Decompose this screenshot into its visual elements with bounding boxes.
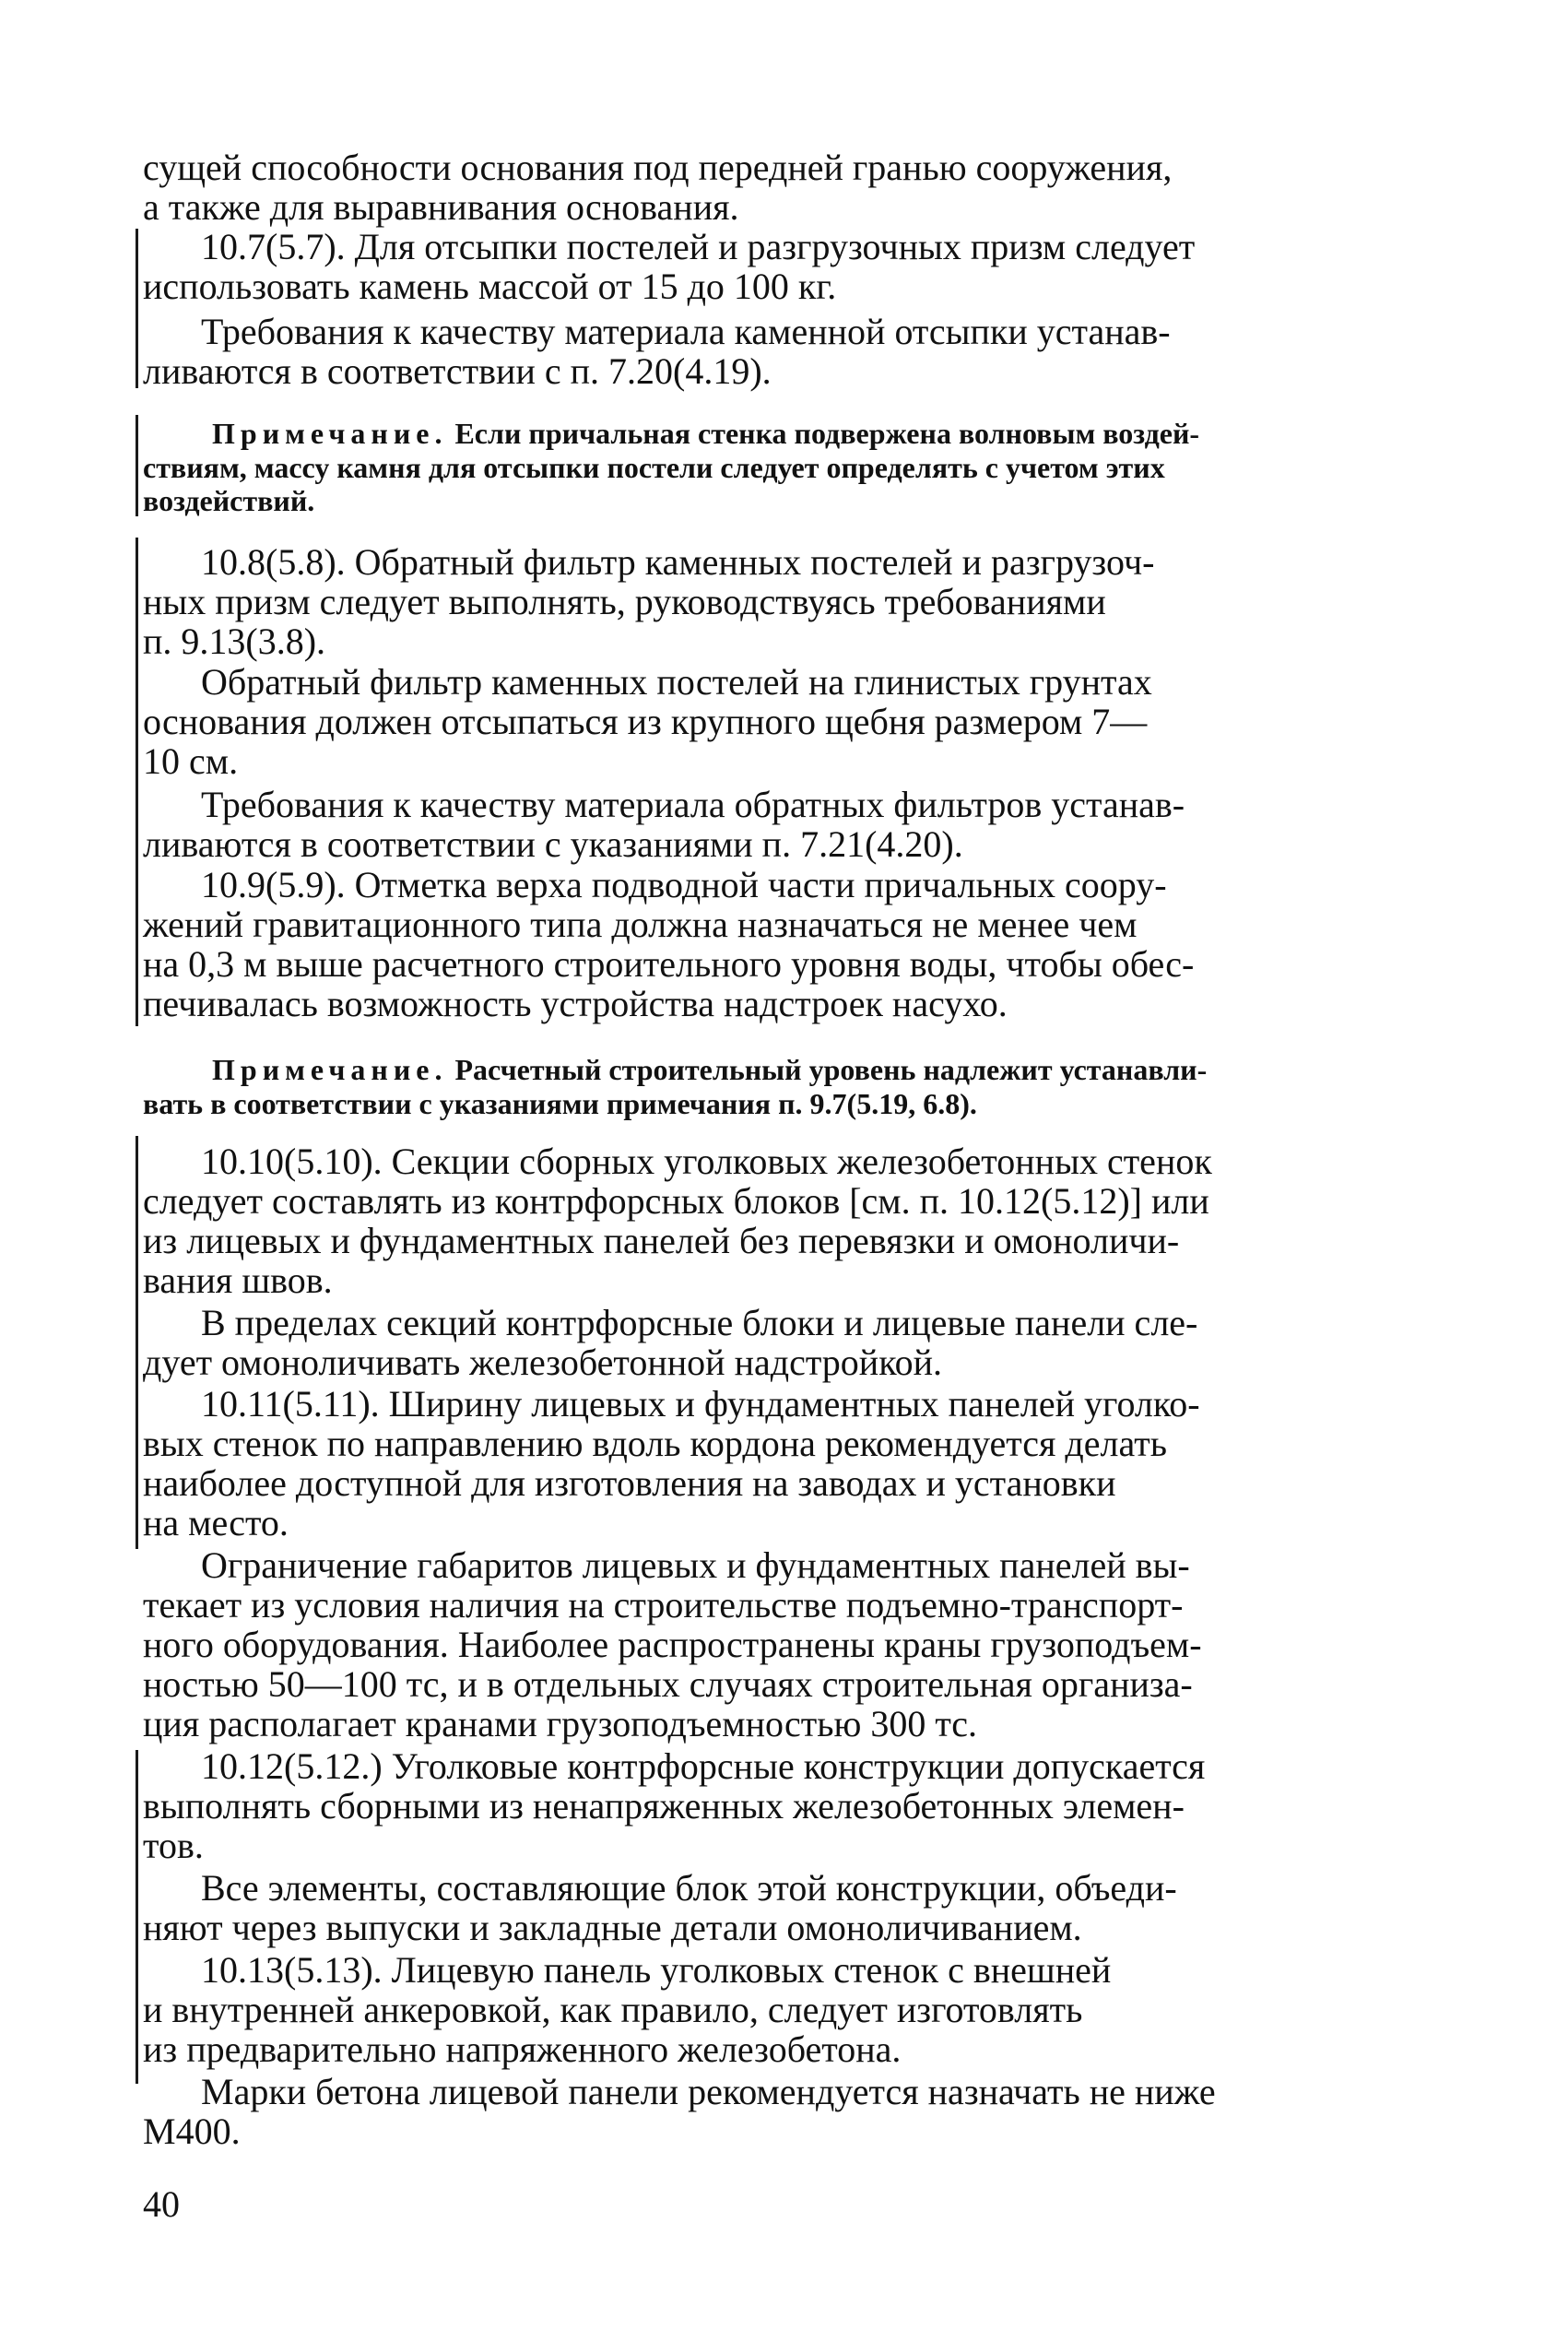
note-line: воздействий. xyxy=(143,484,315,517)
text-line: М400. xyxy=(143,2110,241,2152)
text-line: 10.12(5.12.) Уголковые контрфорсные конструкции допускается xyxy=(201,1745,1206,1787)
text-line: 10.10(5.10). Секции сборных уголковых железобетонных стенок xyxy=(201,1141,1212,1182)
note-line: ствиям, массу камня для отсыпки постели следует определять с учетом этих xyxy=(143,451,1165,484)
change-bar xyxy=(136,229,138,388)
text-line: наиболее доступной для изготовления на заводах и установки xyxy=(143,1462,1116,1504)
text-line: 10.8(5.8). Обратный фильтр каменных постелей и разгрузоч- xyxy=(201,541,1155,583)
text-line: вания швов. xyxy=(143,1259,333,1301)
text-line: использовать камень массой от 15 до 100 кг. xyxy=(143,266,837,307)
text-line: тов. xyxy=(143,1825,204,1866)
text-line: ливаются в соответствии с п. 7.20(4.19). xyxy=(143,350,772,392)
note-label: Примечание. xyxy=(212,1053,448,1086)
change-bar xyxy=(136,538,138,1026)
text-line: 10.7(5.7). Для отсыпки постелей и разгрузочных призм следует xyxy=(201,226,1196,267)
text-line: няют через выпуски и закладные детали омоноличиванием. xyxy=(143,1907,1082,1948)
text-line: Требования к качеству материала обратных фильтров устанав- xyxy=(201,784,1185,825)
text-line: ливаются в соответствии с указаниями п. 7.21(4.20). xyxy=(143,823,963,865)
text-line: 10.9(5.9). Отметка верха подводной части причальных соору- xyxy=(201,864,1167,905)
note-text: Если причальная стенка подвержена волновым воздей- xyxy=(454,417,1200,450)
text-line: Обратный фильтр каменных постелей на глинистых грунтах xyxy=(201,661,1152,703)
text-line: из лицевых и фундаментных панелей без перевязки и омоноличи- xyxy=(143,1220,1180,1261)
text-line: из предварительно напряженного железобетона. xyxy=(143,2028,902,2070)
text-line: В пределах секций контрфорсные блоки и лицевые панели сле- xyxy=(201,1302,1198,1343)
text-line: ция располагает кранами грузоподъемностью 300 тс. xyxy=(143,1703,978,1744)
text-line: Ограничение габаритов лицевых и фундаментных панелей вы- xyxy=(201,1544,1190,1586)
text-line: ностью 50—100 тс, и в отдельных случаях строительная организа- xyxy=(143,1663,1193,1705)
change-bar xyxy=(136,1136,138,1549)
text-line: Марки бетона лицевой панели рекомендуется назначать не ниже xyxy=(201,2071,1216,2112)
text-line: п. 9.13(3.8). xyxy=(143,621,326,662)
text-line: ного оборудования. Наиболее распространены краны грузоподъем- xyxy=(143,1624,1202,1665)
change-bar xyxy=(136,1964,138,2084)
text-line: 10 см. xyxy=(143,740,239,782)
text-line: следует составлять из контрфорсных блоков [см. п. 10.12(5.12)] или xyxy=(143,1180,1209,1222)
note-line xyxy=(212,419,1199,448)
text-line: сущей способности основания под передней гранью сооружения, xyxy=(143,147,1173,188)
text-line: Требования к качеству материала каменной отсыпки устанав- xyxy=(201,311,1171,352)
text-line: основания должен отсыпаться из крупного щебня размером 7— xyxy=(143,701,1148,742)
text-line: печивалась возможность устройства надстроек насухо. xyxy=(143,983,1008,1024)
page-number: 40 xyxy=(143,2183,180,2225)
text-line: 10.11(5.11). Ширину лицевых и фундаментных панелей уголко- xyxy=(201,1383,1200,1425)
text-line: 10.13(5.13). Лицевую панель уголковых стенок с внешней xyxy=(201,1949,1112,1991)
text-line: а также для выравнивания основания. xyxy=(143,186,739,228)
text-line: на 0,3 м выше расчетного строительного уровня воды, чтобы обес- xyxy=(143,943,1195,985)
note-text: Расчетный строительный уровень надлежит устанавли- xyxy=(454,1053,1208,1086)
text-line: вых стенок по направлению вдоль кордона рекомендуется делать xyxy=(143,1423,1167,1464)
change-bar xyxy=(136,415,138,516)
text-line: дует омоноличивать железобетонной надстройкой. xyxy=(143,1342,943,1383)
note-label: Примечание. xyxy=(212,417,448,450)
note-line xyxy=(212,1055,1207,1084)
note-line: вать в соответствии с указаниями примечания п. 9.7(5.19, 6.8). xyxy=(143,1087,977,1120)
text-line: ных призм следует выполнять, руководствуясь требованиями xyxy=(143,581,1106,622)
text-line: Все элементы, составляющие блок этой конструкции, объеди- xyxy=(201,1867,1177,1909)
text-line: текает из условия наличия на строительстве подъемно-транспорт- xyxy=(143,1584,1184,1626)
text-line: и внутренней анкеровкой, как правило, следует изготовлять xyxy=(143,1989,1083,2030)
text-line: на место. xyxy=(143,1502,289,1543)
text-line: выполнять сборными из ненапряженных железобетонных элемен- xyxy=(143,1785,1185,1827)
text-line: жений гравитационного типа должна назначаться не менее чем xyxy=(143,904,1138,945)
